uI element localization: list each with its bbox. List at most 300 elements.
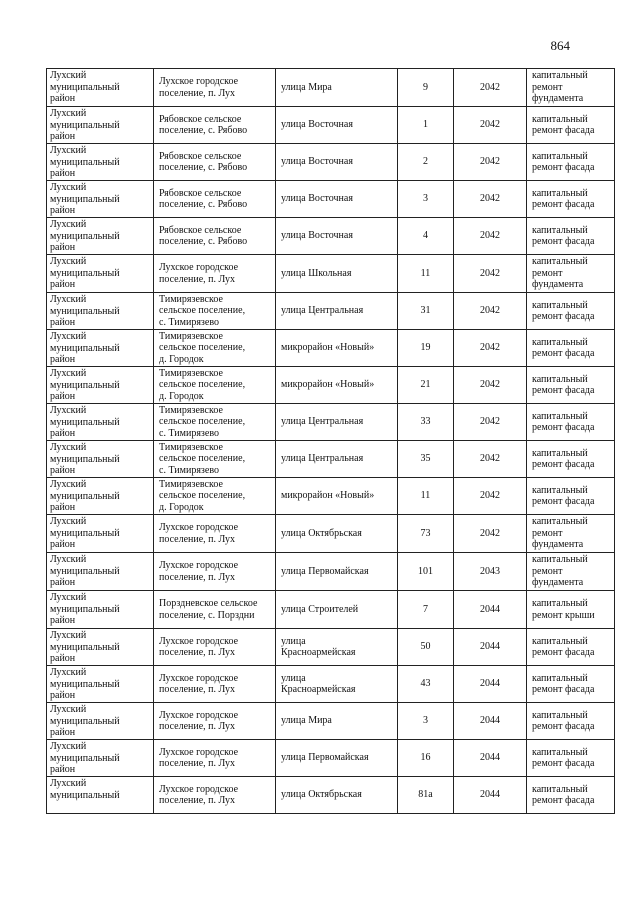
work-type-cell-line: фундамента bbox=[532, 577, 584, 589]
table-row bbox=[47, 740, 615, 777]
district-cell-line: район bbox=[50, 131, 76, 142]
work-type-cell-line: капитальный bbox=[532, 336, 588, 348]
work-type-cell-line: ремонт фасада bbox=[532, 647, 595, 658]
work-type-cell-line: капитальный bbox=[532, 447, 588, 459]
settlement-cell-line: Порздневское сельское bbox=[159, 598, 258, 609]
work-type-cell-line: ремонт фасада bbox=[532, 311, 595, 322]
repair-schedule-table bbox=[46, 68, 615, 814]
street-cell-line: улица Строителей bbox=[281, 603, 359, 615]
district-cell bbox=[47, 330, 154, 367]
settlement-cell bbox=[154, 293, 276, 330]
district-cell-line: район bbox=[50, 764, 76, 775]
work-type-cell-line: капитальный bbox=[532, 709, 588, 721]
table-row bbox=[47, 703, 615, 740]
table-body bbox=[47, 69, 615, 814]
district-cell-line: Лухский bbox=[50, 70, 87, 81]
settlement-cell-line: поселение, с. Рябово bbox=[159, 236, 248, 247]
settlement-cell bbox=[154, 553, 276, 591]
work-type-cell-line: капитальный bbox=[532, 113, 588, 125]
settlement-cell bbox=[154, 515, 276, 553]
year-cell: 2042 bbox=[454, 441, 527, 478]
work-type-cell-line: капитальный bbox=[532, 554, 588, 566]
district-cell bbox=[47, 553, 154, 591]
work-type-cell-line: фундамента bbox=[532, 539, 584, 551]
street-cell-line: микрорайон «Новый» bbox=[281, 379, 375, 391]
work-type-cell-line: капитальный bbox=[532, 224, 588, 236]
settlement-cell bbox=[154, 367, 276, 404]
district-cell-line: Лухский bbox=[50, 256, 87, 267]
district-cell bbox=[47, 293, 154, 330]
year-cell: 2042 bbox=[454, 404, 527, 441]
settlement-cell-line: поселение, п. Лух bbox=[159, 721, 236, 732]
work-type-cell bbox=[527, 777, 615, 814]
table-row bbox=[47, 144, 615, 181]
street-cell bbox=[276, 441, 398, 478]
district-cell bbox=[47, 777, 154, 814]
house-number-cell: 4 bbox=[398, 218, 454, 255]
work-type-cell-line: капитальный bbox=[532, 299, 588, 311]
year-cell: 2044 bbox=[454, 629, 527, 666]
settlement-cell bbox=[154, 441, 276, 478]
district-cell-line: муниципальный bbox=[50, 156, 120, 168]
street-cell bbox=[276, 367, 398, 404]
house-number-cell: 7 bbox=[398, 591, 454, 629]
district-cell bbox=[47, 515, 154, 553]
settlement-cell-line: Тимирязевское bbox=[159, 404, 223, 416]
street-cell bbox=[276, 255, 398, 293]
year-cell: 2044 bbox=[454, 740, 527, 777]
district-cell-line: район bbox=[50, 205, 76, 216]
work-type-cell bbox=[527, 591, 615, 629]
district-cell bbox=[47, 666, 154, 703]
work-type-cell bbox=[527, 330, 615, 367]
work-type-cell-line: ремонт фасада bbox=[532, 459, 595, 470]
settlement-cell-line: сельское поселение, bbox=[159, 379, 246, 391]
district-cell-line: Лухский bbox=[50, 331, 87, 342]
work-type-cell-line: ремонт фасада bbox=[532, 795, 595, 806]
year-cell: 2042 bbox=[454, 367, 527, 404]
street-cell-line: микрорайон «Новый» bbox=[281, 342, 375, 354]
district-cell bbox=[47, 255, 154, 293]
settlement-cell bbox=[154, 144, 276, 181]
work-type-cell-line: ремонт фасада bbox=[532, 496, 595, 507]
street-cell bbox=[276, 629, 398, 666]
street-cell bbox=[276, 218, 398, 255]
district-cell-line: муниципальный bbox=[50, 81, 120, 93]
year-cell: 2042 bbox=[454, 478, 527, 515]
house-number-cell: 73 bbox=[398, 515, 454, 553]
settlement-cell-line: Лухское городское bbox=[159, 635, 239, 647]
settlement-cell-line: поселение, п. Лух bbox=[159, 684, 236, 695]
work-type-cell bbox=[527, 478, 615, 515]
work-type-cell bbox=[527, 218, 615, 255]
house-number-cell: 35 bbox=[398, 441, 454, 478]
district-cell-line: район bbox=[50, 615, 76, 626]
street-cell bbox=[276, 181, 398, 218]
settlement-cell-line: сельское поселение, bbox=[159, 416, 246, 428]
street-cell bbox=[276, 740, 398, 777]
table-row bbox=[47, 69, 615, 107]
district-cell-line: Лухский bbox=[50, 592, 87, 603]
settlement-cell-line: Рябовское сельское bbox=[159, 113, 242, 125]
district-cell-line: район bbox=[50, 93, 76, 104]
settlement-cell bbox=[154, 330, 276, 367]
street-cell-line: микрорайон «Новый» bbox=[281, 490, 375, 502]
work-type-cell bbox=[527, 515, 615, 553]
district-cell-line: Лухский bbox=[50, 368, 87, 379]
work-type-cell bbox=[527, 255, 615, 293]
street-cell bbox=[276, 703, 398, 740]
street-cell-line: улица Мира bbox=[281, 81, 332, 93]
table-row bbox=[47, 515, 615, 553]
work-type-cell bbox=[527, 69, 615, 107]
settlement-cell-line: Рябовское сельское bbox=[159, 224, 242, 236]
street-cell bbox=[276, 478, 398, 515]
work-type-cell-line: капитальный bbox=[532, 373, 588, 385]
street-cell bbox=[276, 293, 398, 330]
year-cell: 2043 bbox=[454, 553, 527, 591]
street-cell bbox=[276, 404, 398, 441]
work-type-cell bbox=[527, 441, 615, 478]
work-type-cell-line: ремонт bbox=[532, 267, 563, 279]
table-row bbox=[47, 478, 615, 515]
district-cell bbox=[47, 740, 154, 777]
house-number-cell: 31 bbox=[398, 293, 454, 330]
district-cell-line: муниципальный bbox=[50, 342, 120, 354]
work-type-cell-line: ремонт фасада bbox=[532, 199, 595, 210]
settlement-cell-line: поселение, п. Лух bbox=[159, 758, 236, 769]
work-type-cell-line: капитальный bbox=[532, 410, 588, 422]
settlement-cell-line: поселение, п. Лух bbox=[159, 571, 236, 583]
district-cell-line: муниципальный bbox=[50, 715, 120, 727]
district-cell-line: муниципальный bbox=[50, 752, 120, 764]
work-type-cell bbox=[527, 181, 615, 218]
settlement-cell bbox=[154, 478, 276, 515]
district-cell-line: Лухский bbox=[50, 108, 87, 119]
year-cell: 2044 bbox=[454, 666, 527, 703]
work-type-cell-line: ремонт фасада bbox=[532, 162, 595, 173]
settlement-cell-line: поселение, п. Лух bbox=[159, 273, 236, 285]
district-cell-line: муниципальный bbox=[50, 305, 120, 317]
settlement-cell-line: сельское поселение, bbox=[159, 490, 246, 502]
work-type-cell-line: ремонт bbox=[532, 527, 563, 539]
settlement-cell-line: поселение, с. Рябово bbox=[159, 162, 248, 173]
year-cell: 2044 bbox=[454, 777, 527, 814]
street-cell-line: улица Центральная bbox=[281, 416, 364, 428]
street-cell-line: улица Восточная bbox=[281, 230, 353, 242]
district-cell bbox=[47, 107, 154, 144]
year-cell: 2044 bbox=[454, 591, 527, 629]
street-cell-line: улица Восточная bbox=[281, 193, 353, 205]
street-cell bbox=[276, 666, 398, 703]
settlement-cell-line: поселение, п. Лух bbox=[159, 795, 236, 806]
settlement-cell-line: д. Городок bbox=[159, 390, 204, 402]
work-type-cell-line: ремонт фасада bbox=[532, 348, 595, 359]
house-number-cell: 11 bbox=[398, 478, 454, 515]
work-type-cell bbox=[527, 144, 615, 181]
district-cell-line: муниципальный bbox=[50, 453, 120, 465]
settlement-cell bbox=[154, 69, 276, 107]
year-cell: 2042 bbox=[454, 181, 527, 218]
work-type-cell-line: капитальный bbox=[532, 484, 588, 496]
street-cell-line: улица Первомайская bbox=[281, 565, 369, 577]
district-cell-line: район bbox=[50, 690, 76, 701]
work-type-cell bbox=[527, 293, 615, 330]
street-cell bbox=[276, 515, 398, 553]
settlement-cell-line: Лухское городское bbox=[159, 262, 239, 273]
district-cell bbox=[47, 367, 154, 404]
year-cell: 2042 bbox=[454, 515, 527, 553]
work-type-cell-line: ремонт фасада bbox=[532, 422, 595, 433]
district-cell bbox=[47, 404, 154, 441]
district-cell-line: район bbox=[50, 502, 76, 513]
street-cell-line: улица bbox=[281, 635, 306, 647]
district-cell-line: район bbox=[50, 317, 76, 328]
year-cell: 2042 bbox=[454, 218, 527, 255]
settlement-cell-line: Тимирязевское bbox=[159, 441, 223, 453]
table-row bbox=[47, 181, 615, 218]
work-type-cell-line: капитальный bbox=[532, 783, 588, 795]
settlement-cell-line: сельское поселение, bbox=[159, 342, 246, 354]
work-type-cell-line: фундамента bbox=[532, 279, 584, 291]
year-cell: 2042 bbox=[454, 330, 527, 367]
settlement-cell bbox=[154, 629, 276, 666]
work-type-cell bbox=[527, 629, 615, 666]
settlement-cell bbox=[154, 591, 276, 629]
house-number-cell: 2 bbox=[398, 144, 454, 181]
settlement-cell-line: Тимирязевское bbox=[159, 330, 223, 342]
table-row bbox=[47, 255, 615, 293]
settlement-cell-line: поселение, п. Лух bbox=[159, 647, 236, 658]
settlement-cell bbox=[154, 777, 276, 814]
district-cell-line: район bbox=[50, 168, 76, 179]
district-cell-line: муниципальный bbox=[50, 416, 120, 428]
settlement-cell bbox=[154, 404, 276, 441]
street-cell bbox=[276, 107, 398, 144]
work-type-cell-line: капитальный bbox=[532, 635, 588, 647]
settlement-cell-line: сельское поселение, bbox=[159, 305, 246, 317]
settlement-cell-line: Лухское городское bbox=[159, 76, 239, 87]
street-cell bbox=[276, 591, 398, 629]
settlement-cell-line: д. Городок bbox=[159, 353, 204, 365]
settlement-cell bbox=[154, 255, 276, 293]
year-cell: 2042 bbox=[454, 107, 527, 144]
work-type-cell bbox=[527, 107, 615, 144]
district-cell-line: Лухский bbox=[50, 630, 87, 641]
house-number-cell: 9 bbox=[398, 69, 454, 107]
district-cell-line: район bbox=[50, 539, 76, 550]
house-number-cell: 50 bbox=[398, 629, 454, 666]
work-type-cell bbox=[527, 553, 615, 591]
district-cell-line: район bbox=[50, 577, 76, 588]
table-row bbox=[47, 666, 615, 703]
settlement-cell-line: Лухское городское bbox=[159, 709, 239, 721]
work-type-cell bbox=[527, 703, 615, 740]
district-cell-line: муниципальный bbox=[50, 193, 120, 205]
district-cell-line: муниципальный bbox=[50, 603, 120, 615]
settlement-cell-line: Лухское городское bbox=[159, 783, 239, 795]
work-type-cell-line: капитальный bbox=[532, 256, 588, 268]
district-cell-line: Лухский bbox=[50, 294, 87, 305]
district-cell-line: район bbox=[50, 242, 76, 253]
district-cell-line: Лухский bbox=[50, 778, 87, 789]
street-cell-line: Красноармейская bbox=[281, 647, 356, 658]
settlement-cell bbox=[154, 181, 276, 218]
year-cell: 2042 bbox=[454, 255, 527, 293]
settlement-cell-line: Тимирязевское bbox=[159, 478, 223, 490]
work-type-cell-line: ремонт фасада bbox=[532, 684, 595, 695]
work-type-cell-line: ремонт bbox=[532, 565, 563, 577]
house-number-cell: 16 bbox=[398, 740, 454, 777]
street-cell-line: Красноармейская bbox=[281, 684, 356, 695]
district-cell bbox=[47, 144, 154, 181]
district-cell-line: район bbox=[50, 279, 76, 290]
house-number-cell: 33 bbox=[398, 404, 454, 441]
work-type-cell-line: ремонт фасада bbox=[532, 125, 595, 136]
table-row bbox=[47, 330, 615, 367]
settlement-cell bbox=[154, 703, 276, 740]
district-cell bbox=[47, 629, 154, 666]
work-type-cell-line: капитальный bbox=[532, 150, 588, 162]
settlement-cell-line: поселение, с. Рябово bbox=[159, 199, 248, 210]
district-cell-line: район bbox=[50, 354, 76, 365]
district-cell-line: муниципальный bbox=[50, 490, 120, 502]
settlement-cell-line: сельское поселение, bbox=[159, 453, 246, 465]
work-type-cell-line: капитальный bbox=[532, 70, 588, 82]
district-cell-line: муниципальный bbox=[50, 641, 120, 653]
house-number-cell: 1 bbox=[398, 107, 454, 144]
district-cell-line: муниципальный bbox=[50, 527, 120, 539]
house-number-cell: 3 bbox=[398, 181, 454, 218]
district-cell-line: Лухский bbox=[50, 516, 87, 527]
district-cell-line: муниципальный bbox=[50, 678, 120, 690]
street-cell bbox=[276, 69, 398, 107]
settlement-cell-line: Рябовское сельское bbox=[159, 150, 242, 162]
work-type-cell-line: ремонт фасада bbox=[532, 758, 595, 769]
street-cell-line: улица Октябрьская bbox=[281, 527, 362, 539]
settlement-cell-line: Тимирязевское bbox=[159, 367, 223, 379]
work-type-cell-line: капитальный bbox=[532, 516, 588, 528]
street-cell-line: улица Восточная bbox=[281, 119, 353, 131]
street-cell-line: улица Центральная bbox=[281, 305, 364, 317]
house-number-cell: 101 bbox=[398, 553, 454, 591]
settlement-cell-line: д. Городок bbox=[159, 501, 204, 513]
table-row bbox=[47, 591, 615, 629]
settlement-cell bbox=[154, 218, 276, 255]
year-cell: 2044 bbox=[454, 703, 527, 740]
work-type-cell-line: фундамента bbox=[532, 93, 584, 105]
work-type-cell-line: ремонт крыши bbox=[532, 609, 595, 621]
district-cell-line: Лухский bbox=[50, 667, 87, 678]
district-cell-line: Лухский bbox=[50, 219, 87, 230]
house-number-cell: 21 bbox=[398, 367, 454, 404]
house-number-cell: 43 bbox=[398, 666, 454, 703]
settlement-cell-line: Лухское городское bbox=[159, 672, 239, 684]
street-cell-line: улица Восточная bbox=[281, 156, 353, 168]
work-type-cell-line: ремонт фасада bbox=[532, 236, 595, 247]
street-cell-line: улица Школьная bbox=[281, 267, 352, 279]
settlement-cell-line: с. Тимирязево bbox=[159, 464, 219, 476]
work-type-cell-line: капитальный bbox=[532, 672, 588, 684]
settlement-cell bbox=[154, 740, 276, 777]
district-cell-line: Лухский bbox=[50, 741, 87, 752]
district-cell-line: район bbox=[50, 465, 76, 476]
settlement-cell-line: поселение, п. Лух bbox=[159, 533, 236, 545]
district-cell-line: муниципальный bbox=[50, 119, 120, 131]
district-cell-line: Лухский bbox=[50, 145, 87, 156]
settlement-cell-line: Рябовское сельское bbox=[159, 187, 242, 199]
district-cell-line: Лухский bbox=[50, 554, 87, 565]
page-number: 864 bbox=[550, 38, 570, 53]
settlement-cell-line: Лухское городское bbox=[159, 560, 239, 571]
district-cell-line: район bbox=[50, 727, 76, 738]
settlement-cell-line: с. Тимирязево bbox=[159, 316, 219, 328]
district-cell-line: муниципальный bbox=[50, 565, 120, 577]
table-row bbox=[47, 441, 615, 478]
work-type-cell bbox=[527, 404, 615, 441]
district-cell-line: муниципальный bbox=[50, 789, 120, 801]
house-number-cell: 81а bbox=[398, 777, 454, 814]
district-cell-line: Лухский bbox=[50, 405, 87, 416]
house-number-cell: 3 bbox=[398, 703, 454, 740]
work-type-cell-line: ремонт фасада bbox=[532, 721, 595, 732]
street-cell bbox=[276, 777, 398, 814]
year-cell: 2042 bbox=[454, 69, 527, 107]
settlement-cell-line: поселение, с. Порздни bbox=[159, 609, 255, 621]
street-cell bbox=[276, 553, 398, 591]
street-cell bbox=[276, 330, 398, 367]
district-cell bbox=[47, 441, 154, 478]
table-row bbox=[47, 293, 615, 330]
table-row bbox=[47, 404, 615, 441]
work-type-cell-line: ремонт bbox=[532, 81, 563, 93]
house-number-cell: 19 bbox=[398, 330, 454, 367]
district-cell bbox=[47, 703, 154, 740]
settlement-cell-line: Тимирязевское bbox=[159, 293, 223, 305]
work-type-cell bbox=[527, 367, 615, 404]
district-cell-line: муниципальный bbox=[50, 267, 120, 279]
settlement-cell bbox=[154, 107, 276, 144]
district-cell bbox=[47, 218, 154, 255]
settlement-cell-line: Лухское городское bbox=[159, 746, 239, 758]
district-cell-line: район bbox=[50, 391, 76, 402]
street-cell-line: улица bbox=[281, 672, 306, 684]
work-type-cell-line: капитальный bbox=[532, 746, 588, 758]
year-cell: 2042 bbox=[454, 144, 527, 181]
settlement-cell-line: поселение, с. Рябово bbox=[159, 125, 248, 136]
district-cell-line: Лухский bbox=[50, 182, 87, 193]
year-cell: 2042 bbox=[454, 293, 527, 330]
work-type-cell bbox=[527, 740, 615, 777]
work-type-cell-line: ремонт фасада bbox=[532, 385, 595, 396]
table-row bbox=[47, 367, 615, 404]
district-cell bbox=[47, 478, 154, 515]
district-cell-line: район bbox=[50, 653, 76, 664]
settlement-cell-line: Лухское городское bbox=[159, 522, 239, 533]
settlement-cell-line: с. Тимирязево bbox=[159, 427, 219, 439]
district-cell bbox=[47, 69, 154, 107]
settlement-cell-line: поселение, п. Лух bbox=[159, 87, 236, 99]
street-cell-line: улица Мира bbox=[281, 715, 332, 727]
table-row bbox=[47, 107, 615, 144]
district-cell-line: Лухский bbox=[50, 704, 87, 715]
street-cell bbox=[276, 144, 398, 181]
table-row bbox=[47, 218, 615, 255]
district-cell-line: район bbox=[50, 428, 76, 439]
work-type-cell bbox=[527, 666, 615, 703]
house-number-cell: 11 bbox=[398, 255, 454, 293]
street-cell-line: улица Первомайская bbox=[281, 752, 369, 764]
